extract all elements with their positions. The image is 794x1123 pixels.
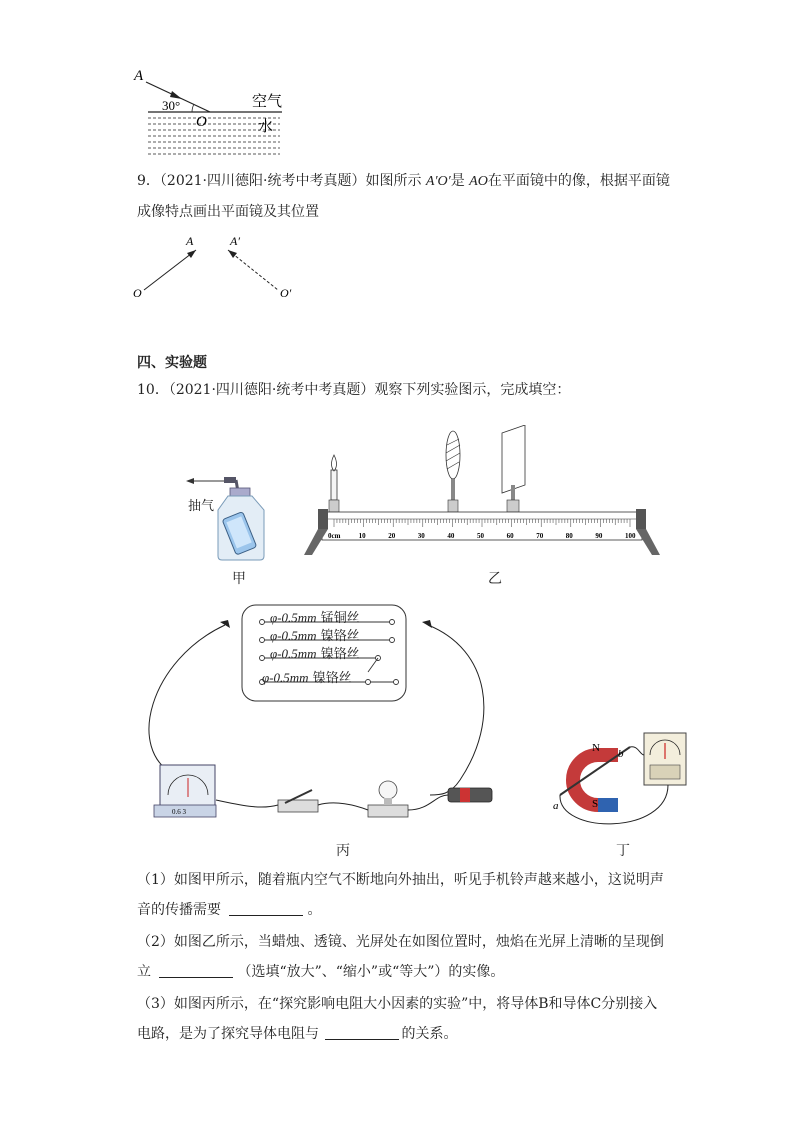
ruler-label: 40 [447, 532, 455, 540]
figure-jia [180, 470, 280, 565]
figure-yi [300, 425, 670, 565]
south-pole: S [592, 798, 599, 810]
water-label: 水 [258, 119, 274, 135]
ruler-label: 80 [565, 532, 573, 540]
object-name: AO [469, 174, 488, 189]
figure-bing [130, 600, 510, 830]
sub2-line2: 立 （选填“放大”、“缩小”或“等大”）的实像。 [137, 964, 505, 980]
fig-label-ding: 丁 [616, 843, 630, 859]
sub3-line1: （3）如图丙所示，在“探究影响电阻大小因素的实验”中，将导体B和导体C分别接入 [137, 996, 658, 1012]
wire-label-4: φ-0.5mm 镍铬丝 [262, 670, 352, 686]
point-a: A [186, 234, 194, 248]
wire-label-3: φ-0.5mm 镍铬丝 [270, 646, 360, 662]
vacuum-bottle-diagram [180, 470, 280, 565]
question-9-line1: 9．（2021·四川德阳·统考中考真题）如图所示 A′O′是 AO在平面镜中的像，根据平面镜 [137, 173, 670, 189]
figure-ding [548, 725, 698, 835]
point-o-label: O [196, 114, 207, 130]
section-title: 四、实验题 [137, 355, 207, 371]
ammeter-scale: 0.6 3 [172, 808, 186, 816]
sub3-line2: 电路，是为了探究导体电阻与 的关系。 [137, 1026, 458, 1042]
ruler-label: 30 [417, 532, 425, 540]
pump-label: 抽气 [188, 499, 215, 514]
point-a-prime: A′ [230, 234, 240, 248]
ruler-label: 50 [477, 532, 484, 540]
question-10-stem: 10．（2021·四川德阳·统考中考真题）观察下列实验图示，完成填空： [137, 382, 571, 398]
ruler-label: 70 [536, 532, 544, 540]
answer-blank-3[interactable] [325, 1025, 399, 1040]
sub1-line2: 音的传播需要 。 [137, 902, 322, 918]
mirror-figure [130, 230, 310, 305]
optical-bench-diagram [300, 425, 670, 565]
north-pole: N [592, 742, 600, 754]
question-9-line2: 成像特点画出平面镜及其位置 [137, 204, 319, 220]
ruler-label: 20 [388, 532, 396, 540]
mirror-diagram [130, 230, 310, 305]
air-label: 空气 [252, 94, 283, 110]
angle-label: 30° [162, 98, 181, 113]
sub2-line1: （2）如图乙所示，当蜡烛、透镜、光屏处在如图位置时，烛焰在光屏上清晰的呈现倒 [137, 934, 664, 950]
image-name: A′O′ [425, 174, 451, 189]
ruler-label: 100 [625, 532, 636, 540]
fig-label-bing: 丙 [336, 843, 350, 859]
question-source: （2021·四川德阳·统考中考真题）如图所示 [159, 173, 422, 189]
refraction-figure [130, 62, 300, 162]
answer-blank-1[interactable] [229, 901, 303, 916]
point-o: O [133, 286, 142, 300]
wire-label-2: φ-0.5mm 镍铬丝 [270, 628, 360, 644]
wire-label-1: φ-0.5mm 锰铜丝 [270, 610, 360, 626]
answer-blank-2[interactable] [159, 963, 233, 978]
question-number: 10． [137, 382, 169, 398]
refraction-diagram [130, 62, 300, 162]
point-b: b [618, 748, 624, 760]
ruler-start: 0cm [328, 532, 341, 540]
point-a: a [553, 800, 559, 812]
fig-label-yi: 乙 [488, 571, 502, 587]
point-o-prime: O′ [280, 286, 292, 300]
ruler-label: 10 [358, 532, 366, 540]
electromagnetic-induction-diagram [548, 725, 698, 835]
point-a-label: A [134, 68, 144, 84]
ruler-label: 60 [506, 532, 514, 540]
question-number: 9． [137, 173, 160, 189]
ruler-label: 90 [595, 532, 603, 540]
sub1-line1: （1）如图甲所示，随着瓶内空气不断地向外抽出，听见手机铃声越来越小，这说明声 [137, 872, 664, 888]
fig-label-jia: 甲 [232, 571, 246, 587]
